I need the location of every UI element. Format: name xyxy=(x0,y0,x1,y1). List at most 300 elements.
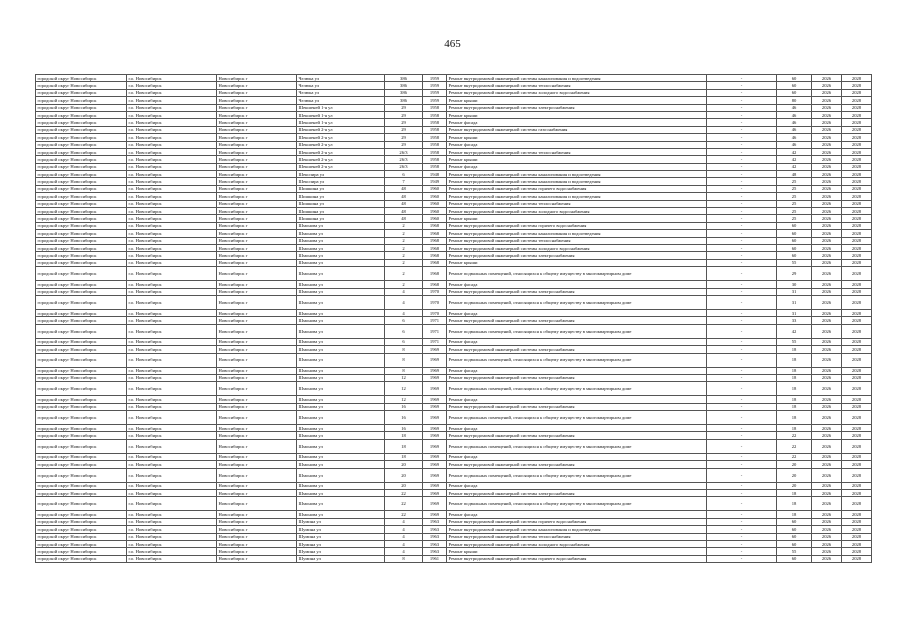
cell-start-year: 2026 xyxy=(812,178,842,185)
cell-locality: Новосибирск г xyxy=(217,533,297,540)
cell-locality: Новосибирск г xyxy=(217,230,297,237)
cell-municipality: городской округ Новосибирск xyxy=(36,215,127,222)
cell-dash: - xyxy=(707,555,777,562)
cell-settlement: г.о. Новосибирск xyxy=(127,555,217,562)
cell-work: Ремонт фасада xyxy=(447,281,707,288)
cell-end-year: 2028 xyxy=(842,82,872,89)
cell-end-year: 2028 xyxy=(842,461,872,468)
cell-municipality: городской округ Новосибирск xyxy=(36,439,127,453)
cell-locality: Новосибирск г xyxy=(217,511,297,518)
cell-year: 1963 xyxy=(423,526,447,533)
cell-end-year: 2028 xyxy=(842,163,872,170)
cell-locality: Новосибирск г xyxy=(217,222,297,229)
cell-work: Ремонт фасада xyxy=(447,338,707,345)
cell-settlement: г.о. Новосибирск xyxy=(127,382,217,396)
table-row xyxy=(36,353,872,367)
cell-house: 4 xyxy=(385,548,423,555)
cell-cost: 20 xyxy=(777,461,812,468)
cell-street: Шмонова ул xyxy=(297,461,385,468)
cell-work: Ремонт внутридомовой инженерной системы канализования и водоотведения xyxy=(447,178,707,185)
cell-cost: 46 xyxy=(777,126,812,133)
cell-locality: Новосибирск г xyxy=(217,97,297,104)
cell-cost: 60 xyxy=(777,230,812,237)
cell-locality: Новосибирск г xyxy=(217,215,297,222)
cell-end-year: 2028 xyxy=(842,171,872,178)
cell-work: Ремонт внутридомовой инженерной системы горячего водоснабжения xyxy=(447,555,707,562)
cell-year: 1959 xyxy=(423,97,447,104)
cell-house: 2 xyxy=(385,281,423,288)
cell-municipality: городской округ Новосибирск xyxy=(36,346,127,353)
cell-dash: - xyxy=(707,200,777,207)
cell-locality: Новосибирск г xyxy=(217,288,297,295)
cell-work: Ремонт внутридомовой инженерной системы электроснабжения xyxy=(447,490,707,497)
cell-cost: 22 xyxy=(777,439,812,453)
cell-municipality: городской округ Новосибирск xyxy=(36,82,127,89)
cell-end-year: 2028 xyxy=(842,200,872,207)
cell-end-year: 2028 xyxy=(842,230,872,237)
cell-end-year: 2028 xyxy=(842,338,872,345)
cell-house: 8 xyxy=(385,353,423,367)
cell-house: 4 xyxy=(385,309,423,316)
cell-start-year: 2026 xyxy=(812,97,842,104)
cell-settlement: г.о. Новосибирск xyxy=(127,432,217,439)
cell-work: Ремонт внутридомовой инженерной системы канализования и водоотведения xyxy=(447,526,707,533)
cell-dash: - xyxy=(707,317,777,324)
cell-end-year: 2028 xyxy=(842,540,872,547)
cell-start-year: 2026 xyxy=(812,156,842,163)
table-row xyxy=(36,267,872,281)
cell-start-year: 2026 xyxy=(812,215,842,222)
cell-house: 2 xyxy=(385,222,423,229)
cell-work: Ремонт внутридомовой инженерной системы горячего водоснабжения xyxy=(447,518,707,525)
cell-cost: 20 xyxy=(777,482,812,489)
table-row xyxy=(36,200,872,207)
cell-street: Шумина ул xyxy=(297,540,385,547)
cell-end-year: 2028 xyxy=(842,353,872,367)
cell-dash: - xyxy=(707,309,777,316)
cell-end-year: 2028 xyxy=(842,439,872,453)
table-row xyxy=(36,193,872,200)
cell-cost: 48 xyxy=(777,171,812,178)
cell-dash: - xyxy=(707,425,777,432)
cell-locality: Новосибирск г xyxy=(217,403,297,410)
cell-start-year: 2026 xyxy=(812,237,842,244)
cell-end-year: 2028 xyxy=(842,425,872,432)
cell-cost: 46 xyxy=(777,141,812,148)
cell-locality: Новосибирск г xyxy=(217,468,297,482)
cell-locality: Новосибирск г xyxy=(217,396,297,403)
cell-dash: - xyxy=(707,367,777,374)
cell-house: 386 xyxy=(385,97,423,104)
cell-street: Шмонова ул xyxy=(297,382,385,396)
cell-dash: - xyxy=(707,403,777,410)
cell-settlement: г.о. Новосибирск xyxy=(127,324,217,338)
cell-start-year: 2026 xyxy=(812,119,842,126)
cell-year: 1960 xyxy=(423,208,447,215)
cell-house: 4 xyxy=(385,533,423,540)
cell-street: Шумина ул xyxy=(297,533,385,540)
page-number: 465 xyxy=(444,38,461,50)
cell-dash: - xyxy=(707,439,777,453)
cell-locality: Новосибирск г xyxy=(217,540,297,547)
cell-municipality: городской округ Новосибирск xyxy=(36,490,127,497)
table-row xyxy=(36,281,872,288)
cell-street: Шекспира ул xyxy=(297,171,385,178)
cell-municipality: городской округ Новосибирск xyxy=(36,178,127,185)
cell-year: 1958 xyxy=(423,156,447,163)
cell-work: Ремонт фасада xyxy=(447,425,707,432)
cell-dash: - xyxy=(707,259,777,266)
cell-year: 1969 xyxy=(423,382,447,396)
cell-cost: 42 xyxy=(777,148,812,155)
cell-settlement: г.о. Новосибирск xyxy=(127,353,217,367)
cell-street: Шекшеней 1-я ул xyxy=(297,111,385,118)
cell-year: 1969 xyxy=(423,396,447,403)
cell-start-year: 2026 xyxy=(812,526,842,533)
cell-year: 1969 xyxy=(423,490,447,497)
cell-settlement: г.о. Новосибирск xyxy=(127,461,217,468)
table-row xyxy=(36,403,872,410)
cell-locality: Новосибирск г xyxy=(217,548,297,555)
cell-settlement: г.о. Новосибирск xyxy=(127,309,217,316)
cell-year: 1961 xyxy=(423,555,447,562)
cell-work: Ремонт внутридомовой инженерной системы горячего водоснабжения xyxy=(447,185,707,192)
cell-work: Ремонт внутридомовой инженерной системы газоснабжения xyxy=(447,126,707,133)
cell-start-year: 2026 xyxy=(812,540,842,547)
cell-start-year: 2026 xyxy=(812,104,842,111)
cell-house: 12 xyxy=(385,396,423,403)
cell-end-year: 2028 xyxy=(842,222,872,229)
cell-settlement: г.о. Новосибирск xyxy=(127,288,217,295)
cell-locality: Новосибирск г xyxy=(217,432,297,439)
cell-year: 1958 xyxy=(423,134,447,141)
cell-house: 4 xyxy=(385,518,423,525)
cell-cost: 22 xyxy=(777,432,812,439)
cell-municipality: городской округ Новосибирск xyxy=(36,540,127,547)
cell-dash: - xyxy=(707,288,777,295)
cell-end-year: 2028 xyxy=(842,511,872,518)
cell-work: Ремонт подвальных помещений, относящихся к общему имуществу в многоквартирном доме xyxy=(447,468,707,482)
cell-settlement: г.о. Новосибирск xyxy=(127,89,217,96)
cell-work: Ремонт внутридомовой инженерной системы теплоснабжения xyxy=(447,82,707,89)
cell-municipality: городской округ Новосибирск xyxy=(36,461,127,468)
cell-street: Шишкина ул xyxy=(297,215,385,222)
table-row xyxy=(36,252,872,259)
cell-locality: Новосибирск г xyxy=(217,126,297,133)
cell-end-year: 2028 xyxy=(842,126,872,133)
cell-year: 1969 xyxy=(423,497,447,511)
cell-locality: Новосибирск г xyxy=(217,185,297,192)
cell-street: Шумина ул xyxy=(297,526,385,533)
table-row xyxy=(36,411,872,425)
cell-work: Ремонт подвальных помещений, относящихся к общему имуществу в многоквартирном доме xyxy=(447,324,707,338)
cell-cost: 18 xyxy=(777,497,812,511)
cell-settlement: г.о. Новосибирск xyxy=(127,237,217,244)
table-row xyxy=(36,171,872,178)
cell-settlement: г.о. Новосибирск xyxy=(127,396,217,403)
cell-cost: 42 xyxy=(777,156,812,163)
cell-settlement: г.о. Новосибирск xyxy=(127,439,217,453)
cell-settlement: г.о. Новосибирск xyxy=(127,281,217,288)
cell-locality: Новосибирск г xyxy=(217,237,297,244)
cell-year: 1969 xyxy=(423,432,447,439)
cell-settlement: г.о. Новосибирск xyxy=(127,511,217,518)
cell-street: Шмонова ул xyxy=(297,396,385,403)
cell-year: 1963 xyxy=(423,533,447,540)
cell-locality: Новосибирск г xyxy=(217,281,297,288)
cell-settlement: г.о. Новосибирск xyxy=(127,490,217,497)
cell-work: Ремонт крыши xyxy=(447,215,707,222)
cell-end-year: 2028 xyxy=(842,252,872,259)
cell-municipality: городской округ Новосибирск xyxy=(36,518,127,525)
cell-municipality: городской округ Новосибирск xyxy=(36,111,127,118)
cell-house: 16 xyxy=(385,403,423,410)
cell-street: Шмонова ул xyxy=(297,346,385,353)
cell-house: 2 xyxy=(385,230,423,237)
cell-house: 8 xyxy=(385,367,423,374)
cell-street: Шмонова ул xyxy=(297,511,385,518)
cell-start-year: 2026 xyxy=(812,403,842,410)
cell-dash: - xyxy=(707,185,777,192)
cell-end-year: 2028 xyxy=(842,237,872,244)
cell-work: Ремонт фасада xyxy=(447,396,707,403)
cell-municipality: городской округ Новосибирск xyxy=(36,141,127,148)
table-row xyxy=(36,222,872,229)
cell-dash: - xyxy=(707,141,777,148)
cell-cost: 25 xyxy=(777,208,812,215)
cell-street: Челюка ул xyxy=(297,89,385,96)
cell-start-year: 2026 xyxy=(812,411,842,425)
cell-house: 8 xyxy=(385,555,423,562)
cell-dash: - xyxy=(707,104,777,111)
cell-year: 1969 xyxy=(423,367,447,374)
cell-end-year: 2028 xyxy=(842,309,872,316)
table-row xyxy=(36,97,872,104)
cell-dash: - xyxy=(707,82,777,89)
cell-work: Ремонт внутридомовой инженерной системы электроснабжения xyxy=(447,461,707,468)
cell-settlement: г.о. Новосибирск xyxy=(127,230,217,237)
cell-house: 6 xyxy=(385,324,423,338)
cell-start-year: 2026 xyxy=(812,75,842,82)
cell-settlement: г.о. Новосибирск xyxy=(127,104,217,111)
cell-dash: - xyxy=(707,548,777,555)
cell-settlement: г.о. Новосибирск xyxy=(127,453,217,460)
cell-house: 386 xyxy=(385,82,423,89)
cell-cost: 25 xyxy=(777,215,812,222)
cell-start-year: 2026 xyxy=(812,425,842,432)
cell-year: 1968 xyxy=(423,222,447,229)
table-row xyxy=(36,134,872,141)
cell-start-year: 2026 xyxy=(812,171,842,178)
cell-house: 29 xyxy=(385,141,423,148)
cell-work: Ремонт внутридомовой инженерной системы теплоснабжения xyxy=(447,237,707,244)
cell-year: 1949 xyxy=(423,178,447,185)
cell-street: Шмонова ул xyxy=(297,259,385,266)
cell-dash: - xyxy=(707,432,777,439)
cell-work: Ремонт внутридомовой инженерной системы электроснабжения xyxy=(447,252,707,259)
cell-start-year: 2026 xyxy=(812,346,842,353)
cell-start-year: 2026 xyxy=(812,309,842,316)
cell-house: 2 xyxy=(385,252,423,259)
cell-house: 48 xyxy=(385,185,423,192)
cell-settlement: г.о. Новосибирск xyxy=(127,267,217,281)
cell-house: 48 xyxy=(385,193,423,200)
cell-dash: - xyxy=(707,324,777,338)
cell-start-year: 2026 xyxy=(812,511,842,518)
cell-year: 1958 xyxy=(423,141,447,148)
cell-municipality: городской округ Новосибирск xyxy=(36,374,127,381)
cell-municipality: городской округ Новосибирск xyxy=(36,382,127,396)
cell-end-year: 2028 xyxy=(842,533,872,540)
cell-locality: Новосибирск г xyxy=(217,156,297,163)
cell-municipality: городской округ Новосибирск xyxy=(36,200,127,207)
cell-work: Ремонт крыши xyxy=(447,97,707,104)
cell-cost: 25 xyxy=(777,185,812,192)
cell-cost: 46 xyxy=(777,119,812,126)
cell-dash: - xyxy=(707,518,777,525)
cell-end-year: 2028 xyxy=(842,267,872,281)
cell-street: Шмонова ул xyxy=(297,490,385,497)
cell-work: Ремонт подвальных помещений, относящихся к общему имуществу в многоквартирном доме xyxy=(447,382,707,396)
cell-municipality: городской округ Новосибирск xyxy=(36,403,127,410)
table-row xyxy=(36,309,872,316)
cell-end-year: 2028 xyxy=(842,468,872,482)
cell-cost: 80 xyxy=(777,97,812,104)
cell-street: Шмонова ул xyxy=(297,353,385,367)
cell-end-year: 2028 xyxy=(842,497,872,511)
cell-dash: - xyxy=(707,396,777,403)
cell-dash: - xyxy=(707,526,777,533)
cell-cost: 18 xyxy=(777,490,812,497)
cell-dash: - xyxy=(707,533,777,540)
cell-start-year: 2026 xyxy=(812,163,842,170)
cell-end-year: 2028 xyxy=(842,104,872,111)
table-row xyxy=(36,533,872,540)
cell-locality: Новосибирск г xyxy=(217,134,297,141)
cell-house: 22 xyxy=(385,490,423,497)
cell-end-year: 2028 xyxy=(842,288,872,295)
cell-dash: - xyxy=(707,215,777,222)
cell-end-year: 2028 xyxy=(842,317,872,324)
cell-street: Шмонова ул xyxy=(297,230,385,237)
cell-end-year: 2028 xyxy=(842,89,872,96)
cell-house: 2 xyxy=(385,237,423,244)
cell-municipality: городской округ Новосибирск xyxy=(36,396,127,403)
cell-locality: Новосибирск г xyxy=(217,309,297,316)
cell-cost: 30 xyxy=(777,281,812,288)
cell-house: 20 xyxy=(385,468,423,482)
cell-house: 26/3 xyxy=(385,163,423,170)
cell-municipality: городской округ Новосибирск xyxy=(36,468,127,482)
table-row xyxy=(36,288,872,295)
table-row xyxy=(36,259,872,266)
table-row xyxy=(36,215,872,222)
cell-municipality: городской округ Новосибирск xyxy=(36,317,127,324)
cell-street: Шмонова ул xyxy=(297,425,385,432)
cell-street: Шишкина ул xyxy=(297,208,385,215)
table-row xyxy=(36,141,872,148)
cell-end-year: 2028 xyxy=(842,97,872,104)
table-row xyxy=(36,425,872,432)
cell-municipality: городской округ Новосибирск xyxy=(36,171,127,178)
cell-cost: 60 xyxy=(777,526,812,533)
cell-start-year: 2026 xyxy=(812,244,842,251)
cell-street: Челюка ул xyxy=(297,97,385,104)
cell-municipality: городской округ Новосибирск xyxy=(36,89,127,96)
table-row xyxy=(36,518,872,525)
cell-work: Ремонт внутридомовой инженерной системы канализования и водоотведения xyxy=(447,193,707,200)
cell-municipality: городской округ Новосибирск xyxy=(36,230,127,237)
cell-settlement: г.о. Новосибирск xyxy=(127,82,217,89)
table-row xyxy=(36,82,872,89)
table-row xyxy=(36,148,872,155)
cell-work: Ремонт внутридомовой инженерной системы горячего водоснабжения xyxy=(447,222,707,229)
cell-dash: - xyxy=(707,482,777,489)
table-row xyxy=(36,490,872,497)
cell-municipality: городской округ Новосибирск xyxy=(36,267,127,281)
cell-street: Шмонова ул xyxy=(297,324,385,338)
table-row xyxy=(36,295,872,309)
cell-start-year: 2026 xyxy=(812,317,842,324)
cell-work: Ремонт фасада xyxy=(447,453,707,460)
cell-year: 1968 xyxy=(423,230,447,237)
cell-start-year: 2026 xyxy=(812,374,842,381)
cell-house: 2 xyxy=(385,244,423,251)
cell-start-year: 2026 xyxy=(812,338,842,345)
cell-street: Шмонова ул xyxy=(297,295,385,309)
cell-start-year: 2026 xyxy=(812,453,842,460)
cell-year: 1970 xyxy=(423,288,447,295)
cell-dash: - xyxy=(707,244,777,251)
cell-dash: - xyxy=(707,171,777,178)
cell-end-year: 2028 xyxy=(842,75,872,82)
table-row xyxy=(36,511,872,518)
cell-cost: 60 xyxy=(777,89,812,96)
cell-start-year: 2026 xyxy=(812,295,842,309)
cell-cost: 31 xyxy=(777,309,812,316)
cell-start-year: 2026 xyxy=(812,200,842,207)
cell-locality: Новосибирск г xyxy=(217,497,297,511)
cell-cost: 31 xyxy=(777,288,812,295)
cell-locality: Новосибирск г xyxy=(217,453,297,460)
table-row xyxy=(36,497,872,511)
table-row xyxy=(36,104,872,111)
cell-settlement: г.о. Новосибирск xyxy=(127,533,217,540)
cell-street: Шмонова ул xyxy=(297,267,385,281)
cell-municipality: городской округ Новосибирск xyxy=(36,126,127,133)
cell-street: Шмонова ул xyxy=(297,367,385,374)
cell-start-year: 2026 xyxy=(812,353,842,367)
cell-year: 1969 xyxy=(423,453,447,460)
cell-end-year: 2028 xyxy=(842,374,872,381)
cell-start-year: 2026 xyxy=(812,439,842,453)
cell-start-year: 2026 xyxy=(812,134,842,141)
cell-street: Шумина ул xyxy=(297,518,385,525)
cell-work: Ремонт внутридомовой инженерной системы электроснабжения xyxy=(447,346,707,353)
cell-settlement: г.о. Новосибирск xyxy=(127,178,217,185)
table-row xyxy=(36,156,872,163)
cell-year: 1958 xyxy=(423,111,447,118)
cell-end-year: 2028 xyxy=(842,548,872,555)
cell-work: Ремонт внутридомовой инженерной системы электроснабжения xyxy=(447,104,707,111)
cell-settlement: г.о. Новосибирск xyxy=(127,97,217,104)
cell-settlement: г.о. Новосибирск xyxy=(127,193,217,200)
cell-cost: 31 xyxy=(777,295,812,309)
cell-start-year: 2026 xyxy=(812,141,842,148)
cell-work: Ремонт фасада xyxy=(447,367,707,374)
cell-cost: 60 xyxy=(777,222,812,229)
cell-street: Шмонова ул xyxy=(297,317,385,324)
